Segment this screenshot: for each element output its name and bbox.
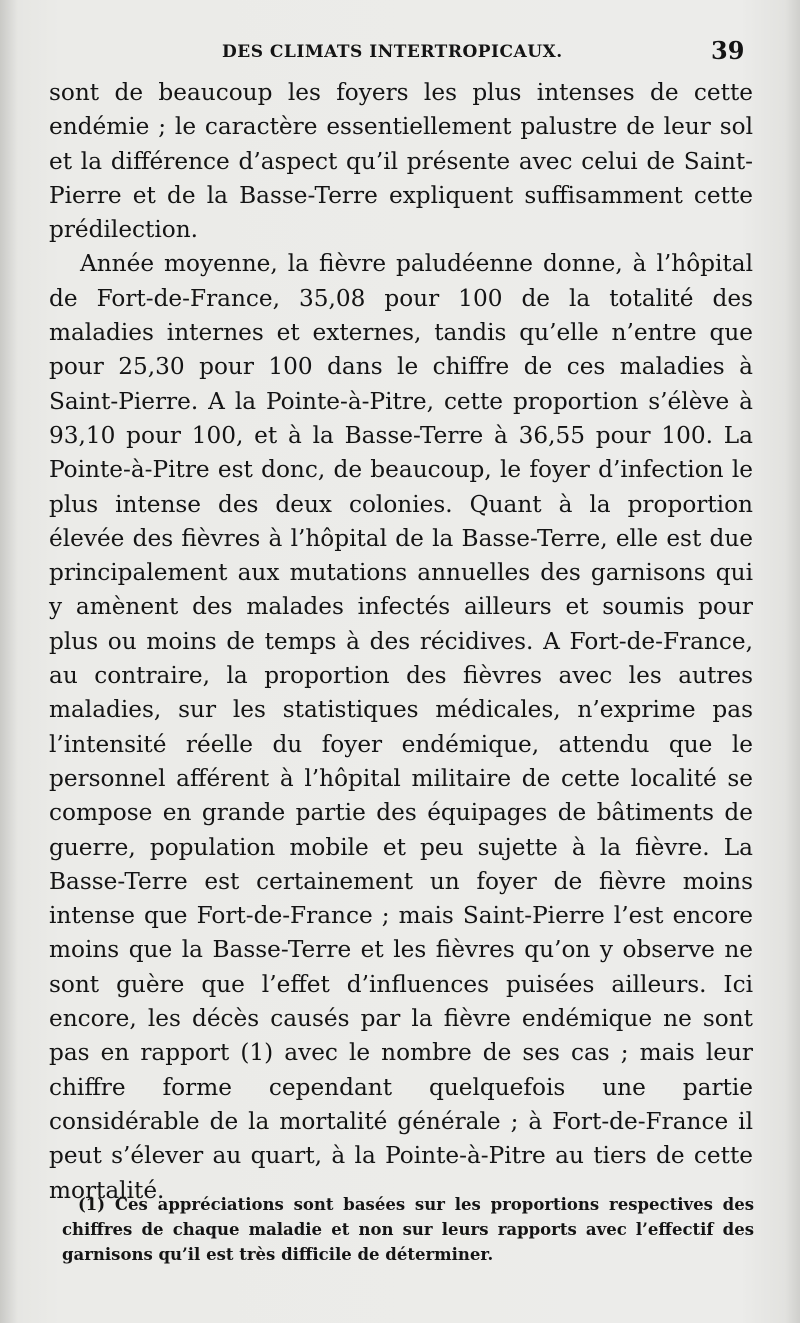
running-title: DES CLIMATS INTERTROPICAUX. — [222, 42, 563, 62]
paragraph-continuation: sont de beaucoup les foyers les plus intenses de cette endémie ; le caractère essentiellement palustre de leur sol et la différence d’aspect qu’il présente avec celui de Saint-Pierre et de la Basse-Terre expliquent suffisamment cette prédilection. — [49, 79, 753, 244]
paragraph-fever-statistics: Année moyenne, la fièvre paludéenne donne, à l’hôpital de Fort-de-France, 35,08 pour 100 de la totalité des maladies internes et externes, tandis qu’elle n’entre que pour 25,30 pour 100 dans le chiffre de ces maladies à Saint-Pierre. A la Pointe-à-Pitre, cette proportion s’élève à 93,10 pour 100, et à la Basse-Terre à 36,55 pour 100. La Pointe-à-Pitre est donc, de beaucoup, le foyer d’infection le plus intense des deux colonies. Quant à la proportion élevée des fièvres à l’hôpital de la Basse-Terre, elle est due principalement aux mutations annuelles des garnisons qui y amènent des malades infectés ailleurs et soumis pour plus ou moins de temps à des récidives. A Fort-de-France, au contraire, la proportion des fièvres avec les autres maladies, sur les statistiques médicales, n’exprime pas l’intensité réelle du foyer endémique, attendu que le personnel afférent à l’hôpital militaire de cette localité se compose en grande partie des équipages de bâtiments de guerre, population mobile et peu sujette à la fièvre. La Basse-Terre est certainement un foyer de fièvre moins intense que Fort-de-France ; mais Saint-Pierre l’est encore moins que la Basse-Terre et les fièvres qu’on y observe ne sont guère que l’effet d’influences puisées ailleurs. Ici encore, les décès causés par la fièvre endémique ne sont pas en rapport (1) avec le nombre de ses cas ; mais leur chiffre forme cependant quelquefois une partie considérable de la mortalité générale ; à Fort-de-France il peut s’élever au quart, à la Pointe-à-Pitre au tiers de cette mortalité. — [49, 250, 753, 1204]
page-number: 39 — [711, 36, 745, 65]
footnote: (1) Ces appréciations sont basées sur les proportions respectives des chiffres de chaque maladie et non sur leurs rapports avec l’effectif des garnisons qu’il est très difficile de déterminer. — [62, 1195, 754, 1264]
body-text — [49, 76, 753, 1208]
